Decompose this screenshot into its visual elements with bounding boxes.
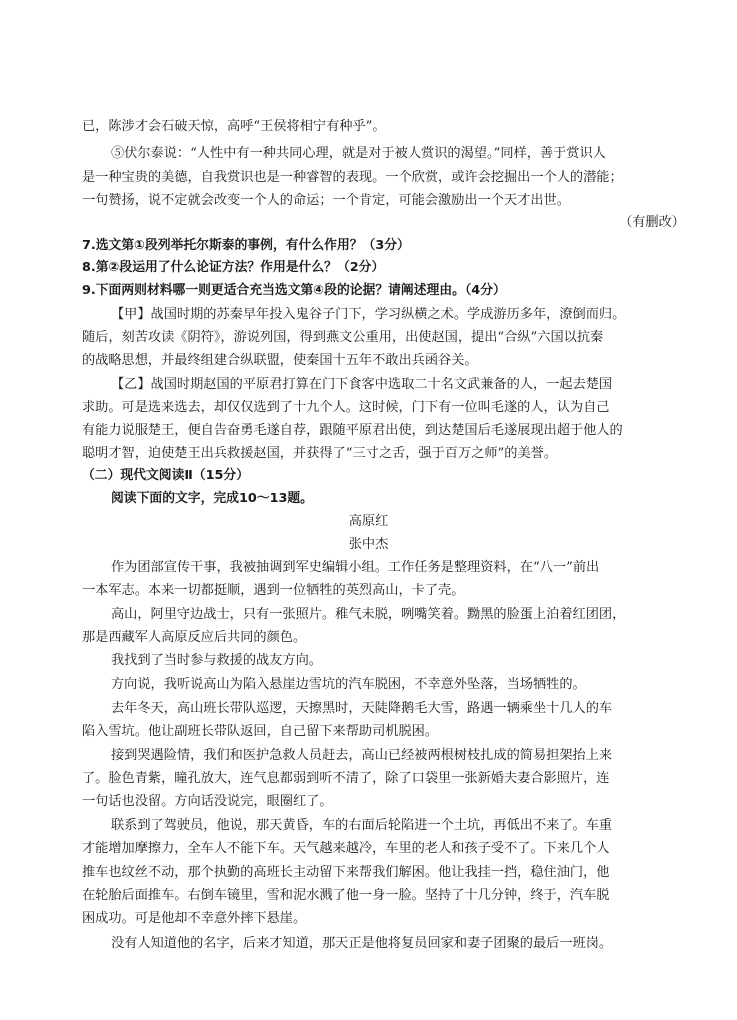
text-line: 一句赞扬，说不定就会改变一个人的命运；一个肯定，可能会激励出一个天才出世。 <box>82 193 570 208</box>
text-line: （有删改） <box>619 215 685 230</box>
text-line: 高原红 <box>348 514 389 529</box>
text-line: 【甲】战国时期的苏秦早年投入鬼谷子门下，学习纵横之术。学成游历多年，潦倒而归。 <box>111 307 626 322</box>
text-line: 了。脸色青紫，瞳孔放大，连气息都弱到听不清了，除了口袋里一张新婚夫妻合影照片，连 <box>82 771 610 786</box>
text-line: 在轮胎后面推车。右倒车镜里，雪和泥水溅了他一身一脸。坚持了十几分钟，终于，汽车脱 <box>82 888 610 903</box>
text-line: 联系到了驾驶员，他说，那天黄昏，车的右面后轮陷进一个土坑，再低出不来了。车重 <box>111 818 613 833</box>
text-line: 7.选文第①段列举托尔斯泰的事例，有什么作用？（3分） <box>82 238 410 253</box>
text-line: 9.下面两则材料哪一则更适合充当选文第④段的论据？请阐述理由。（4分） <box>82 283 506 298</box>
text-line: 推车也纹丝不动，那个执勤的高班长主动留下来帮我们解困。他让我挂一挡，稳住油门，他 <box>82 865 610 880</box>
text-line: 【乙】战国时期赵国的平原君打算在门下食客中选取二十名文武兼备的人，一起去楚国 <box>111 377 613 392</box>
text-line: 才能增加摩擦力，全车人不能下车。天气越来越冷，车里的老人和孩子受不了。下来几个人 <box>82 841 610 856</box>
text-line: 陷入雪坑。他让副班长带队返回，自己留下来帮助司机脱困。 <box>82 724 439 739</box>
text-line: 困成功。可是他却不幸意外摔下悬崖。 <box>82 911 307 926</box>
text-line: 作为团部宣传干事，我被抽调到军史编辑小组。工作任务是整理资料，在“八一”前出 <box>111 560 600 575</box>
text-line: 是一种宝贵的美德，自我赏识也是一种睿智的表现。一个欣赏，或许会挖掘出一个人的潜能； <box>82 170 623 185</box>
text-line: 有能力说服楚王，便自告奋勇毛遂自荐，跟随平原君出使，到达楚国后毛遂展现出超于他人的 <box>82 423 623 438</box>
text-line: 求助。可是选来选去，却仅仅选到了十九个人。这时候，门下有一位叫毛遂的人，认为自己 <box>82 400 610 415</box>
text-line: ⑤伏尔泰说：“人性中有一种共同心理，就是对于被人赏识的渴望。”同样，善于赏识人 <box>111 146 606 161</box>
text-line: 随后，刻苦攻读《阴符》，游说列国，得到燕文公重用，出使赵国，提出“合纵”六国以抗秦 <box>82 330 604 345</box>
text-line: 一本军志。本来一切都挺顺，遇到一位牺牲的英烈高山，卡了壳。 <box>82 583 465 598</box>
text-line: 那是西藏军人高原反应后共同的颜色。 <box>82 630 307 645</box>
text-line: 一句话也没留。方向话没说完，眼圈红了。 <box>82 794 333 809</box>
text-line: （二）现代文阅读Ⅱ（15分） <box>82 468 250 483</box>
text-line: 高山，阿里守边战士，只有一张照片。稚气未脱，咧嘴笑着。黝黑的脸蛋上泊着红团团， <box>111 607 626 622</box>
text-line: 接到哭遇险情，我们和医护急救人员赶去，高山已经被两根树枝扎成的简易担架抬上来 <box>111 748 613 763</box>
text-line: 的战略思想，并最终组建合纵联盟，使秦国十五年不敢出兵函谷关。 <box>82 353 478 368</box>
text-line: 阅读下面的文字，完成10～13题。 <box>111 491 313 506</box>
text-line: 去年冬天，高山班长带队巡逻，天擦黑时，天陡降鹅毛大雪，路遇一辆乘坐十几人的车 <box>111 701 613 716</box>
text-line: 已，陈涉才会石破天惊，高呼“王侯将相宁有种乎”。 <box>82 119 386 134</box>
text-line: 没有人知道他的名字，后来才知道，那天正是他将复员回家和妻子团聚的最后一班岗。 <box>111 936 613 951</box>
text-line: 方向说，我听说高山为陷入悬崖边雪坑的汽车脱困，不幸意外坠落，当场牺牲的。 <box>111 677 586 692</box>
text-line: 聪明才智，迫使楚王出兵救援赵国，并获得了“三寸之舌，强于百万之师”的美誉。 <box>82 446 558 461</box>
text-line: 我找到了当时参与救援的战友方向。 <box>111 653 322 668</box>
text-line: 张中杰 <box>348 537 389 552</box>
text-line: 8.第②段运用了什么论证方法？作用是什么？（2分） <box>82 260 385 275</box>
